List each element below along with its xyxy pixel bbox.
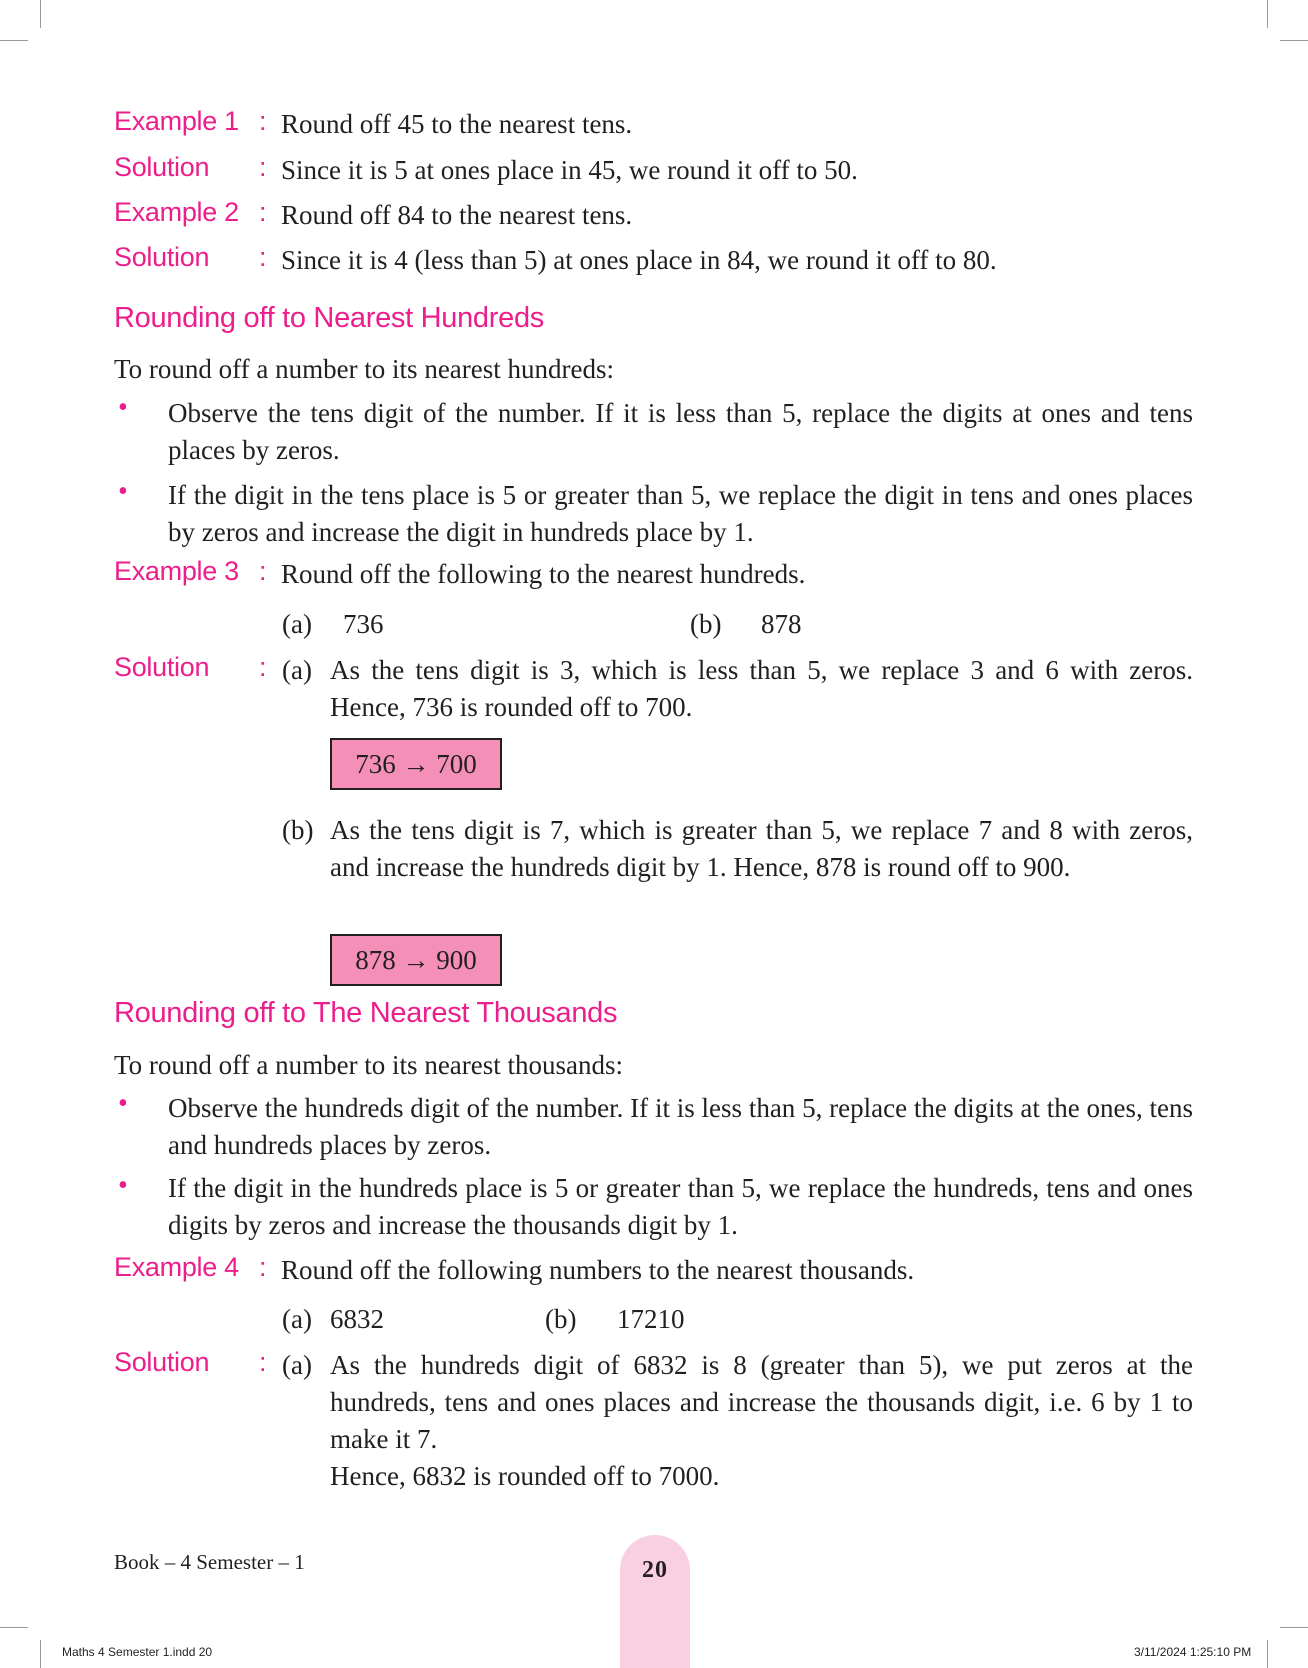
option-label: (b): [690, 609, 722, 639]
result-box: 736 → 700: [330, 738, 502, 790]
option-value: 17210: [617, 1304, 685, 1334]
solution-part-label: (b): [282, 815, 314, 845]
page-number: 20: [642, 1557, 668, 1583]
section-intro: To round off a number to its nearest hundreds:: [114, 354, 615, 384]
bullet-text: Observe the hundreds digit of the number. If it is less than 5, replace the digits at the ones, tens and hundreds places by zeros.: [168, 1093, 1193, 1160]
example-text: Round off the following numbers to the nearest thousands.: [281, 1255, 915, 1285]
option-value: 878: [761, 609, 802, 639]
example-text: Round off the following to the nearest hundreds.: [281, 559, 806, 589]
solution-text: Since it is 5 at ones place in 45, we round it off to 50.: [281, 155, 858, 185]
solution-label: Solution: [114, 152, 210, 182]
bullet-text: If the digit in the hundreds place is 5 or greater than 5, we replace the hundreds, tens and ones digits by zeros and increase the thousands digit by 1.: [168, 1173, 1193, 1240]
colon: :: [259, 1252, 267, 1282]
bullet-dot: •: [118, 476, 128, 507]
solution-part-label: (a): [282, 1350, 312, 1380]
solution-text: As the hundreds digit of 6832 is 8 (greater than 5), we put zeros at the hundreds, tens and ones places and increase the thousands digit, i.e. 6 by 1 to make it 7.: [330, 1350, 1193, 1454]
result-box: 878 → 900: [330, 934, 502, 986]
colon: :: [259, 152, 267, 182]
crop-mark: [1267, 0, 1268, 28]
option-label: (b): [545, 1304, 577, 1334]
option-label: (a): [282, 1304, 312, 1334]
page-number-badge: [620, 1535, 690, 1668]
solution-conclusion: Hence, 6832 is rounded off to 7000.: [330, 1461, 720, 1491]
option-value: 736: [343, 609, 384, 639]
crop-mark: [1280, 1627, 1308, 1628]
colon: :: [259, 106, 267, 136]
example-label: Example 2: [114, 197, 239, 227]
option-label: (a): [282, 609, 312, 639]
colon: :: [259, 242, 267, 272]
bullet-text: Observe the tens digit of the number. If it is less than 5, replace the digits at ones and tens places by zeros.: [168, 398, 1193, 465]
bullet-dot: •: [118, 1170, 128, 1201]
crop-mark: [40, 0, 41, 28]
book-info: Book – 4 Semester – 1: [114, 1550, 305, 1574]
bullet-dot: •: [118, 392, 128, 423]
file-slug: Maths 4 Semester 1.indd 20: [62, 1645, 213, 1659]
crop-mark: [40, 1640, 41, 1668]
solution-label: Solution: [114, 242, 210, 272]
crop-mark: [0, 40, 28, 41]
example-label: Example 3: [114, 556, 239, 586]
bullet-text: If the digit in the tens place is 5 or greater than 5, we replace the digit in tens and ones places by zeros and increase the digit in hundreds place by 1.: [168, 480, 1193, 547]
solution-text: As the tens digit is 3, which is less than 5, we replace 3 and 6 with zeros. Hence, 736 is rounded off to 700.: [330, 655, 1193, 722]
date-slug: 3/11/2024 1:25:10 PM: [1134, 1645, 1252, 1659]
colon: :: [259, 1347, 267, 1377]
crop-mark: [1280, 40, 1308, 41]
solution-label: Solution: [114, 652, 210, 682]
colon: :: [259, 652, 267, 682]
colon: :: [259, 556, 267, 586]
example-text: Round off 45 to the nearest tens.: [281, 109, 633, 139]
option-value: 6832: [330, 1304, 384, 1334]
bullet-dot: •: [118, 1088, 128, 1119]
colon: :: [259, 197, 267, 227]
crop-mark: [1267, 1640, 1268, 1668]
example-label: Example 1: [114, 106, 239, 136]
section-heading: Rounding off to The Nearest Thousands: [114, 997, 618, 1029]
example-label: Example 4: [114, 1252, 239, 1282]
solution-text: Since it is 4 (less than 5) at ones place in 84, we round it off to 80.: [281, 245, 997, 275]
solution-text: As the tens digit is 7, which is greater than 5, we replace 7 and 8 with zeros, and increase the hundreds digit by 1. Hence, 878 is round off to 900.: [330, 815, 1193, 882]
example-text: Round off 84 to the nearest tens.: [281, 200, 633, 230]
crop-mark: [0, 1627, 28, 1628]
section-heading: Rounding off to Nearest Hundreds: [114, 302, 544, 334]
solution-part-label: (a): [282, 655, 312, 685]
solution-label: Solution: [114, 1347, 210, 1377]
section-intro: To round off a number to its nearest thousands:: [114, 1050, 624, 1080]
